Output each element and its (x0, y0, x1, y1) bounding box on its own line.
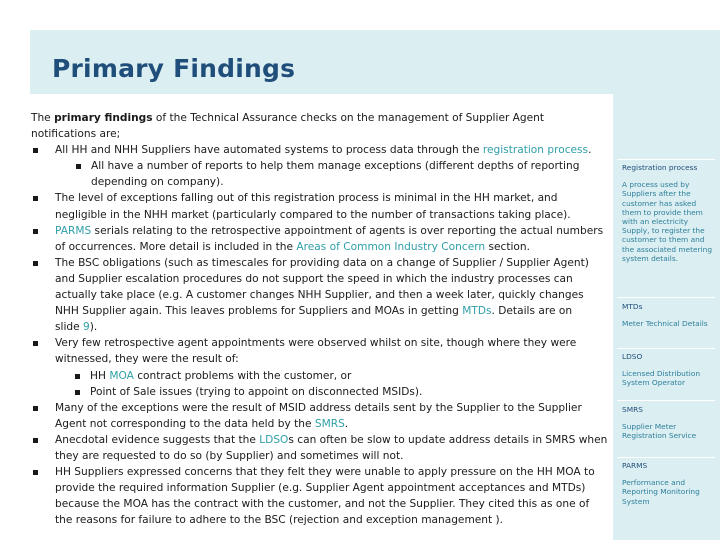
slide-9-link[interactable]: 9 (83, 321, 90, 334)
list-item: The level of exceptions falling out of this registration process is minimal in the HH market, and negligible in the NHH market (particularly compared to the number of transactions taking place). (31, 190, 613, 222)
glossary-divider (617, 400, 715, 401)
list-item: The BSC obligations (such as timescales for providing data on a change of Supplier / Supplier Agent) and Supplier escalation procedures do not support the speed in which the industry processes can actually take place (e.g. A customer changes NHH Supplier, and then a week later, quickly changes NHH Supplier again. This leaves problems for Suppliers and MOAs in getting MTDs. Details are on slide 9). (31, 255, 613, 335)
intro-paragraph: The primary findings of the Technical Assurance checks on the management of Supplier Agent notifications are; (31, 112, 545, 141)
list-item: All have a number of reports to help them manage exceptions (different depths of reporting depending on company). (31, 158, 613, 190)
bullet-icon (76, 164, 81, 169)
list-item: Very few retrospective agent appointments were observed whilst on site, though where they were witnessed, they were the result of: (31, 335, 613, 367)
bullet-icon (33, 406, 38, 411)
glossary-term: SMRS (622, 405, 643, 414)
smrs-link[interactable]: SMRS (314, 417, 345, 430)
bullet-icon (33, 148, 38, 153)
glossary-divider (617, 457, 715, 458)
list-item: HH Suppliers expressed concerns that they felt they were unable to apply pressure on the HH MOA to provide the required information Supplier (e.g. Supplier Agent appointment acceptances and MTDs) because the MOA has the contract with the customer, and not the Supplier. They cited this as one of the reasons for failure to adhere to the BSC (rejection and exception management ). (31, 464, 613, 528)
glossary-entry-smrs (622, 405, 714, 441)
list-item: All HH and NHH Suppliers have automated systems to process data through the registration process. (31, 142, 613, 158)
bullet-icon (75, 374, 80, 379)
glossary-term: PARMS (622, 461, 648, 470)
glossary-term: Registration process (622, 163, 698, 172)
glossary-definition: Performance and Reporting Monitoring System (622, 478, 700, 506)
areas-of-concern-link[interactable]: Areas of Common Industry Concern (296, 240, 486, 253)
glossary-term: LDSO (622, 352, 643, 361)
glossary-definition: Licensed Distribution System Operator (622, 369, 701, 388)
bullet-icon (75, 390, 80, 395)
glossary-entry-parms (622, 461, 714, 506)
list-item: Anecdotal evidence suggests that the LDSOs can often be slow to update address details in SMRS when they are requested to do so (by Supplier) and sometimes will not. (31, 432, 613, 464)
bullet-icon (33, 438, 38, 443)
mtds-link[interactable]: MTDs (462, 305, 492, 318)
bullet-icon (33, 341, 38, 346)
glossary-definition: A process used by Suppliers after the customer has asked them to provide them with an electricity Supply, to register the customer to them and the associated metering system details. (622, 180, 713, 263)
bullet-icon (33, 261, 38, 266)
parms-link[interactable]: PARMS (55, 224, 92, 237)
findings-body (31, 110, 613, 528)
glossary-definition: Supplier Meter Registration Service (622, 422, 697, 441)
ldso-link[interactable]: LDSO (259, 433, 289, 446)
glossary-entry-registration (622, 163, 714, 263)
page-title: Primary Findings (52, 54, 296, 83)
moa-link[interactable]: MOA (109, 369, 134, 382)
glossary-divider (617, 159, 715, 160)
registration-process-link[interactable]: registration process (482, 144, 589, 157)
glossary-entry-ldso (622, 352, 714, 388)
list-item: PARMS serials relating to the retrospective appointment of agents is over reporting the actual numbers of occurrences. More detail is included in the Areas of Common Industry Concern section. (31, 223, 613, 255)
bullet-icon (33, 229, 38, 234)
bullet-icon (33, 196, 38, 201)
list-item: Many of the exceptions were the result of MSID address details sent by the Supplier to the Supplier Agent not corresponding to the data held by the SMRS. (31, 400, 613, 432)
bullet-icon (33, 470, 38, 475)
list-item: Point of Sale issues (trying to appoint on disconnected MSIDs). (31, 384, 613, 400)
glossary-definition: Meter Technical Details (622, 319, 708, 329)
glossary-divider (617, 348, 715, 349)
list-item: HH MOA contract problems with the customer, or (31, 368, 613, 384)
intro-bold: primary findings (54, 112, 153, 124)
glossary-divider (617, 297, 715, 298)
glossary-entry-mtds (622, 302, 714, 328)
glossary-term: MTDs (622, 302, 643, 311)
